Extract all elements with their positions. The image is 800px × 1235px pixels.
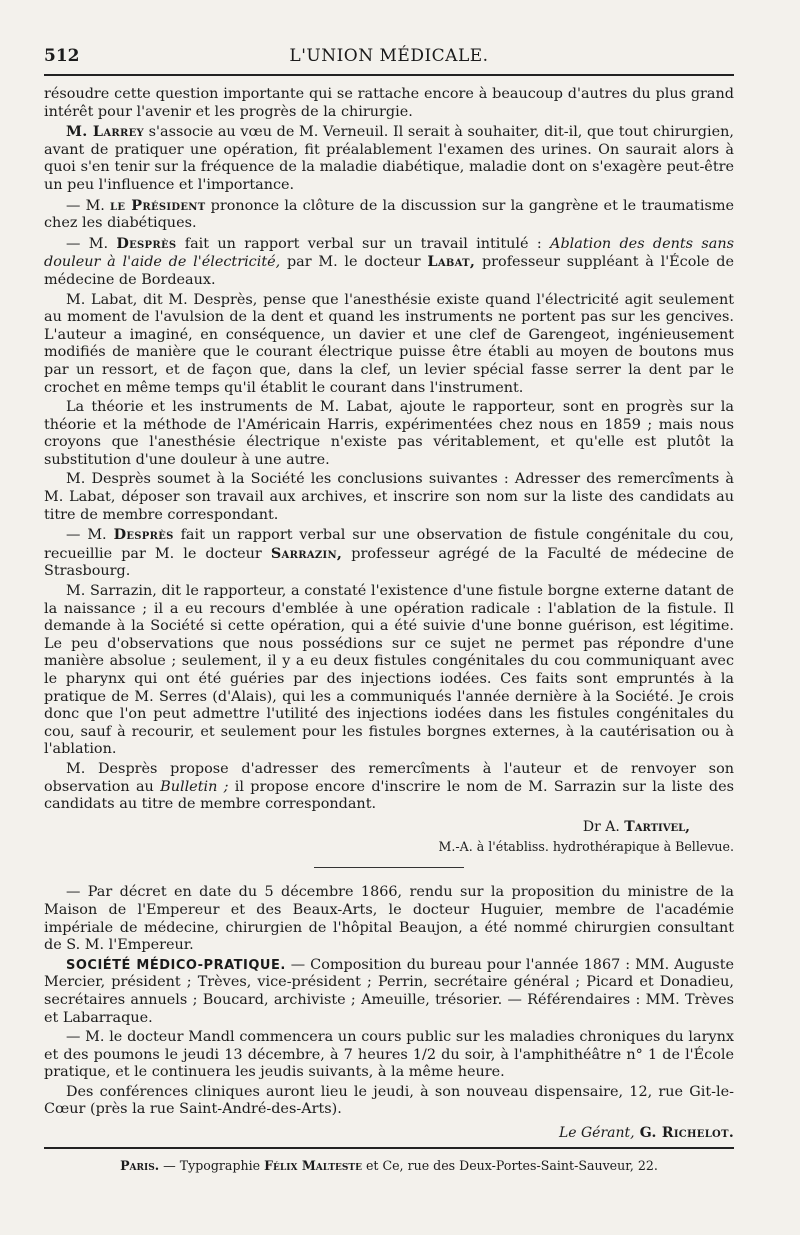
paragraph: [44, 235, 734, 290]
paragraph: [44, 123, 734, 194]
paragraph: M. Labat, dit M. Desprès, pense que l'anesthésie existe quand l'électricité agit seulement au moment de l'avulsion de la dent et quand les instruments ne portent pas sur les gencives. L'auteur a imaginé, en conséquence, un davier et une clef de Garengeot, ingénieusement modifiés de manière que le courant électrique puisse être établi au moyen de boutons mus par un ressort, et de façon que, dans la clef, un levier spécial fasse serrer la dent par le crochet en même temps qu'il établit le courant dans l'instrument.: [44, 291, 734, 396]
journal-reference: Bulletin ;: [160, 778, 229, 795]
speaker-name: M. Larrey: [66, 123, 144, 141]
paragraph: [44, 197, 734, 233]
news-item: [44, 957, 734, 1027]
page-header: [44, 44, 734, 76]
paragraph-text: fait un rapport verbal sur un travail intitulé :: [176, 235, 551, 252]
footer-text: et Ce, rue des Deux-Portes-Saint-Sauveur, 22.: [361, 1157, 658, 1173]
page: [44, 44, 734, 1174]
paragraph-text: fait un rapport verbal sur une observation de fistule congénitale du cou, recueillie par M. le docteur: [44, 527, 734, 562]
footer-text: — Typographie: [159, 1157, 265, 1173]
journal-title: L'UNION MÉDICALE.: [289, 46, 489, 66]
signature-prefix: Dr A.: [582, 818, 625, 835]
paragraph-text: professeur agrégé de la Faculté de médecine de Strasbourg.: [44, 545, 735, 580]
gerant-line: [44, 1125, 734, 1149]
paragraph-text: il propose encore d'inscrire le nom de M. Sarrazin sur la liste des candidats au titre de membre correspondant.: [44, 778, 734, 813]
paragraph-text: M. Desprès propose d'adresser des remercîments à l'auteur et de renvoyer son observation au: [44, 760, 734, 795]
author-affiliation: M.-A. à l'établiss. hydrothérapique à Bellevue.: [438, 838, 734, 854]
news-item: Des conférences cliniques auront lieu le jeudi, à son nouveau dispensaire, 12, rue Git-le-Cœur (près la rue Saint-André-des-Arts).: [44, 1083, 734, 1118]
paragraph: résoudre cette question importante qui se rattache encore à beaucoup d'autres du plus grand intérêt pour l'avenir et les progrès de la chirurgie.: [44, 86, 734, 120]
printer-footer: [44, 1157, 734, 1175]
printer-name: Félix Malteste: [264, 1157, 362, 1173]
page-number: 512: [44, 46, 80, 66]
author-signature: [44, 818, 734, 836]
gerant-label: Le Gérant,: [558, 1125, 635, 1142]
speaker-name: Desprès: [113, 526, 174, 544]
paragraph: M. Sarrazin, dit le rapporteur, a constaté l'existence d'une fistule borgne externe datant de la naissance ; il a eu recours d'emblée à une opération radicale : l'ablation de la fistule. Il demande à la Société si cette opération, qui a été suivie d'une bonne guérison, est légitime. Le peu d'observations que nous possédions sur ce sujet ne permet pas répondre d'une manière absolue ; seulement, il y a eu deux fistules congénitales du cou communiquant avec le pharynx qui ont été guéries par des injections iodées. Ces faits sont empruntés à la pratique de M. Serres (d'Alais), qui les a communiqués l'année dernière à la Société. Je crois donc que l'on peut admettre l'utilité des injections iodées dans les fistules congénitales du cou, sauf à recourir, et seulement pour les fistules borgnes externes, à la cautérisation ou à l'ablation.: [44, 583, 734, 758]
paragraph-text: — M.: [66, 527, 114, 544]
work-title: Ablation des dents sans douleur à l'aide de l'électricité,: [44, 235, 734, 271]
speaker-name: le Président: [110, 196, 206, 214]
paragraph-text: professeur suppléant à l'École de médecine de Bordeaux.: [44, 254, 734, 288]
paragraph-text: — M.: [66, 235, 117, 252]
article-body: [44, 86, 734, 1174]
person-name: Sarrazin,: [270, 544, 343, 562]
paragraph-text: par M. le docteur: [280, 254, 428, 271]
section-divider: [314, 867, 464, 868]
paragraph-text: s'associe au vœu de M. Verneuil. Il serait à souhaiter, dit-il, que tout chirurgien, avant de pratiquer une opération, fit préalablement l'examen des urines. On saurait alors à quoi s'en tenir sur la fréquence de la maladie diabétique, maladie dont on s'exagère peut-être un peu l'influence et l'importance.: [44, 124, 734, 193]
speaker-name: Desprès: [116, 234, 177, 252]
paragraph-text: prononce la clôture de la discussion sur la gangrène et le traumatisme chez les diabétiques.: [44, 197, 734, 232]
paragraph: M. Desprès soumet à la Société les conclusions suivantes : Adresser des remercîments à M. Labat, déposer son travail aux archives, et inscrire son nom sur la liste des candidats au titre de membre correspondant.: [44, 471, 734, 523]
paragraph: [44, 526, 734, 581]
person-name: Labat,: [427, 253, 476, 271]
paragraph: [44, 761, 734, 814]
paragraph-text: — M.: [66, 197, 111, 214]
news-item: — M. le docteur Mandl commencera un cours public sur les maladies chroniques du larynx et des poumons le jeudi 13 décembre, à 7 heures 1/2 du soir, à l'amphithéâtre n° 1 de l'École pratique, et le continuera les jeudis suivants, à la même heure.: [44, 1029, 734, 1081]
paragraph: La théorie et les instruments de M. Labat, ajoute le rapporteur, sont en progrès sur la théorie et la méthode de l'Américain Harris, expérimentées chez nous en 1859 ; mais nous croyons que l'anesthésie électrique n'existe pas véritablement, et qu'elle est plutôt la substitution d'une douleur à une autre.: [44, 399, 734, 468]
signature-name: Tartivel,: [624, 818, 690, 835]
paragraph-text: — Composition du bureau pour l'année 1867 : MM. Auguste Mercier, président ; Trèves, vice-président ; Perrin, secrétaire général ; Picard et Donadieu, secrétaires annuels ; Boucard, archiviste ; Ameuille, trésorier. — Référendaires : MM. Trèves et Labarraque.: [44, 956, 734, 1026]
society-heading: SOCIÉTÉ MÉDICO-PRATIQUE.: [66, 957, 286, 973]
news-item: — Par décret en date du 5 décembre 1866, rendu sur la proposition du ministre de la Maison de l'Empereur et des Beaux-Arts, le docteur Huguier, membre de l'académie impériale de médecine, chirurgien de l'hôpital Beaujon, a été nommé chirurgien consultant de S. M. l'Empereur.: [44, 884, 734, 954]
footer-city: Paris.: [120, 1157, 160, 1173]
gerant-name: G. Richelot.: [634, 1125, 734, 1142]
